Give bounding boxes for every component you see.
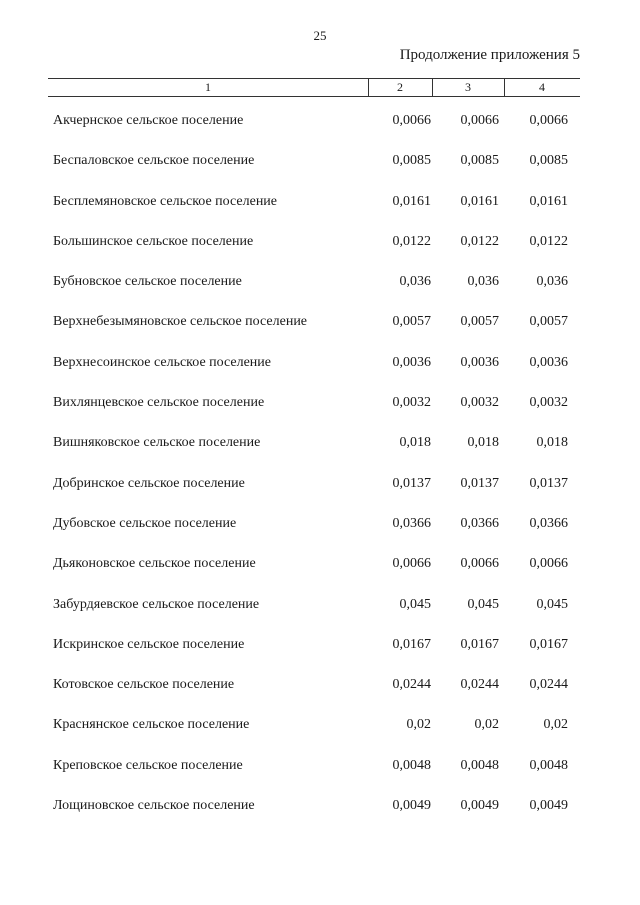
value-col-2: 0,018 xyxy=(399,435,431,451)
table-row xyxy=(0,424,640,464)
value-col-4: 0,0066 xyxy=(529,113,568,128)
value-col-4: 0,018 xyxy=(536,435,568,451)
settlement-name: Краснянское сельское поселение xyxy=(53,717,250,733)
value-col-2: 0,02 xyxy=(406,717,431,733)
value-col-4: 0,036 xyxy=(536,274,568,290)
value-col-3: 0,0244 xyxy=(460,677,499,693)
value-col-2: 0,0167 xyxy=(392,636,431,652)
value-col-2: 0,0122 xyxy=(392,233,431,249)
settlement-name: Бесплемяновское сельское поселение xyxy=(53,193,278,209)
value-col-3: 0,0167 xyxy=(460,636,499,652)
table-row xyxy=(0,142,640,182)
value-col-3: 0,0057 xyxy=(460,314,499,330)
value-col-2: 0,0036 xyxy=(392,354,431,370)
settlement-name: Верхнесоинское сельское поселение xyxy=(53,354,271,370)
settlement-name: Дьяконовское сельское поселение xyxy=(53,556,256,572)
table-row xyxy=(0,787,640,827)
value-col-2: 0,045 xyxy=(399,596,431,612)
value-col-3: 0,0066 xyxy=(460,556,499,572)
value-col-3: 0,0066 xyxy=(460,113,499,128)
value-col-3: 0,0161 xyxy=(460,193,499,209)
value-col-3: 0,0122 xyxy=(460,233,499,249)
value-col-3: 0,0137 xyxy=(460,475,499,491)
value-col-3: 0,0049 xyxy=(460,798,499,814)
value-col-3: 0,02 xyxy=(474,717,499,733)
value-col-4: 0,0137 xyxy=(529,475,568,491)
continuation-caption: Продолжение приложения 5 xyxy=(399,47,580,63)
table-row xyxy=(0,263,640,303)
value-col-4: 0,0244 xyxy=(529,677,568,693)
table-row xyxy=(0,465,640,505)
settlement-name: Забурдяевское сельское поселение xyxy=(53,596,260,612)
table-row xyxy=(0,303,640,343)
settlement-name: Вихлянцевское сельское поселение xyxy=(53,395,265,411)
table-row xyxy=(0,706,640,746)
settlement-name: Большинское сельское поселение xyxy=(53,233,254,249)
value-col-4: 0,045 xyxy=(536,596,568,612)
value-col-4: 0,0366 xyxy=(529,515,568,531)
table-row xyxy=(0,505,640,545)
value-col-3: 0,045 xyxy=(467,596,499,612)
value-col-4: 0,0122 xyxy=(529,233,568,249)
table-row xyxy=(0,747,640,787)
value-col-2: 0,0085 xyxy=(392,153,431,169)
value-col-2: 0,0161 xyxy=(392,193,431,209)
value-col-4: 0,0036 xyxy=(529,354,568,370)
value-col-4: 0,0161 xyxy=(529,193,568,209)
table-row xyxy=(0,344,640,384)
value-col-4: 0,0049 xyxy=(529,798,568,814)
settlement-name: Креповское сельское поселение xyxy=(53,757,243,773)
value-col-3: 0,0032 xyxy=(460,395,499,411)
header-col-1: 1 xyxy=(205,80,211,94)
table-row xyxy=(0,545,640,585)
value-col-2: 0,0066 xyxy=(392,556,431,572)
table-row xyxy=(0,384,640,424)
header-col-2: 2 xyxy=(397,80,403,94)
settlement-name: Акчернское сельское поселение xyxy=(53,113,244,128)
value-col-2: 0,0137 xyxy=(392,475,431,491)
settlement-name: Дубовское сельское поселение xyxy=(53,515,237,531)
value-col-4: 0,0085 xyxy=(529,153,568,169)
value-col-4: 0,0032 xyxy=(529,395,568,411)
value-col-2: 0,0066 xyxy=(392,113,431,128)
value-col-4: 0,0167 xyxy=(529,636,568,652)
table-row xyxy=(0,626,640,666)
value-col-2: 0,036 xyxy=(399,274,431,290)
settlement-name: Вишняковское сельское поселение xyxy=(53,435,261,451)
table-body xyxy=(0,102,640,827)
page-number: 25 xyxy=(313,28,327,43)
table-row xyxy=(0,102,640,142)
value-col-3: 0,0085 xyxy=(460,153,499,169)
settlement-name: Беспаловское сельское поселение xyxy=(53,153,255,169)
header-col-4: 4 xyxy=(539,80,545,94)
value-col-2: 0,0032 xyxy=(392,395,431,411)
header-col-3: 3 xyxy=(465,80,471,94)
value-col-2: 0,0057 xyxy=(392,314,431,330)
table-row xyxy=(0,223,640,263)
value-col-4: 0,0057 xyxy=(529,314,568,330)
value-col-4: 0,0066 xyxy=(529,556,568,572)
table-row xyxy=(0,586,640,626)
value-col-3: 0,0036 xyxy=(460,354,499,370)
value-col-4: 0,02 xyxy=(543,717,568,733)
settlement-name: Искринское сельское поселение xyxy=(53,636,245,652)
settlement-name: Котовское сельское поселение xyxy=(53,677,235,693)
value-col-3: 0,018 xyxy=(467,435,499,451)
value-col-3: 0,0048 xyxy=(460,757,499,773)
value-col-2: 0,0366 xyxy=(392,515,431,531)
value-col-3: 0,036 xyxy=(467,274,499,290)
value-col-4: 0,0048 xyxy=(529,757,568,773)
value-col-2: 0,0048 xyxy=(392,757,431,773)
settlement-name: Лощиновское сельское поселение xyxy=(53,798,255,814)
value-col-2: 0,0244 xyxy=(392,677,431,693)
settlement-name: Добринское сельское поселение xyxy=(53,475,245,491)
value-col-2: 0,0049 xyxy=(392,798,431,814)
table-row xyxy=(0,666,640,706)
value-col-3: 0,0366 xyxy=(460,515,499,531)
settlement-name: Бубновское сельское поселение xyxy=(53,274,242,290)
settlement-name: Верхнебезымяновское сельское поселение xyxy=(53,314,308,330)
table-row xyxy=(0,183,640,223)
table-header xyxy=(48,78,580,97)
